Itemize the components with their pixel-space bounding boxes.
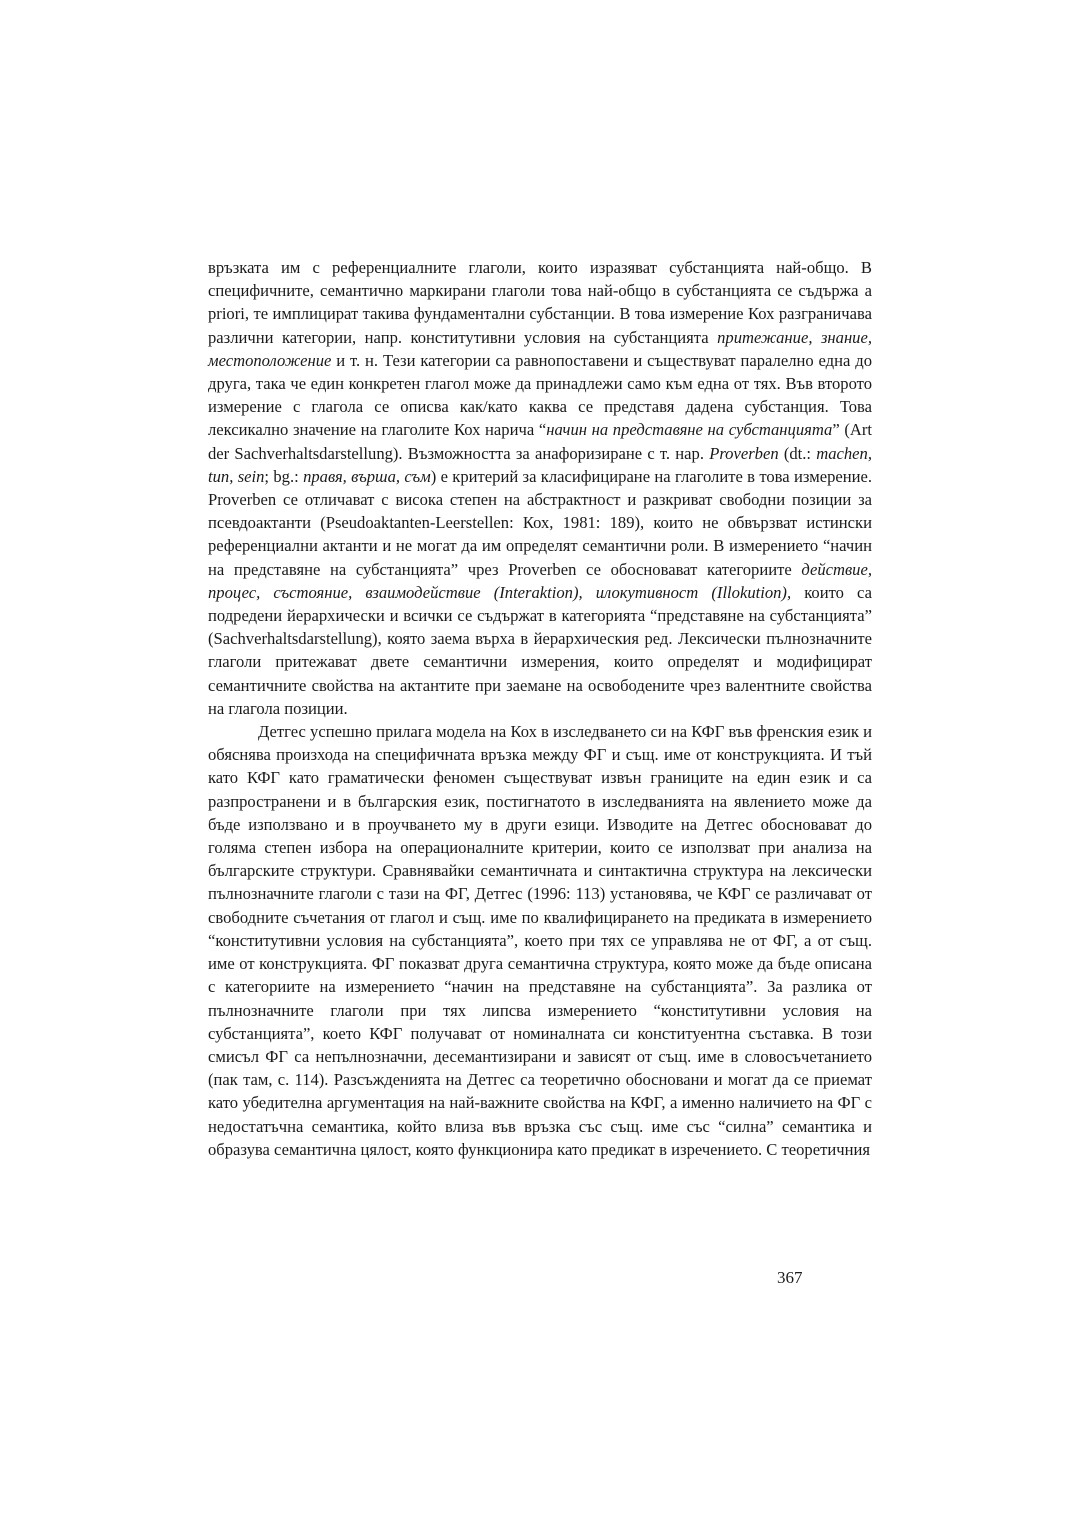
- paragraph: [208, 720, 872, 1161]
- italic-text-segment: machen, tun, sein: [208, 443, 872, 486]
- text-segment: връзката им с референциалните глаголи, които изразяват субстанцията най-общо. В специфичните, семантично маркирани глаголи това най-общо в субстанцията се съдържа a priori, те имплицират такива фундаментални субстанции. В това измерение Кох разграничава различни категории, напр. конститутивни условия на субстанцията: [208, 258, 872, 347]
- text-segment: ” (Art der Sachverhaltsdarstellung). Възможността за анафоризиране с т. нар.: [208, 420, 872, 463]
- body-text: [208, 256, 872, 1161]
- italic-text-segment: притежание, знание, местоположение: [208, 327, 872, 370]
- text-segment: ; bg.:: [264, 466, 304, 486]
- text-segment: и т. н. Тези категории са равнопоставени и съществуват паралелно една до друга, така че един конкретен глагол може да принадлежи само към една от тях. Във второто измерение с глагола се описва как/като каква се представя дадена субстанция. Това лексикално значение на глаголите Кох нарича “: [208, 350, 872, 440]
- italic-text-segment: начин на представяне на субстанцията: [546, 420, 833, 440]
- text-segment: които са подредени йерархически и всички се съдържат в категорията “представяне на субстанцията” (Sachverhaltsdarstellung), която заема върха в йерархическия ред. Лексически пълнозначните глаголи притежават двете семантични измерения, които определят и модифицират семантичните свойства на актантите при заемане на освободените чрез валентните свойства на глагола позиции.: [208, 582, 872, 718]
- italic-text-segment: действие, процес, състояние, взаимодействие (Interaktion), илокутивност (Illokution),: [208, 559, 872, 602]
- text-segment: Детгес успешно прилага модела на Кох в изследването си на КФГ във френския език и обяснява произхода на специфичната връзка между ФГ и същ. име от конструкцията. И тъй като КФГ като граматически феномен съществуват извън границите на един език и са разпространени и в българския език, постигнатото в изследванията на явлението може да бъде използвано и в проучването му в други езици. Изводите на Детгес обосновават до голяма степен избора на операционалните критерии, които се използват при анализа на българските структури. Сравнявайки семантичната и синтактична структура на лексически пълнозначните глаголи с тази на ФГ, Детгес (1996: 113) установява, че КФГ се различават от свободните съчетания от глагол и същ. име по квалифицирането на предиката в измерението “конститутивни условия на субстанцията”, което при тях се управлява не от ФГ, а от същ. име от конструкцията. ФГ показват друга семантична структура, която може да бъде описана с категориите на измерението “начин на представяне на субстанцията”. За разлика от пълнозначните глаголи при тях липсва измерението “конститутивни условия на субстанцията”, което КФГ получават от номиналната си конституентна съставка. В този смисъл ФГ са непълнозначни, десемантизирани и зависят от същ. име в словосъчетанието (пак там, с. 114). Разсъжденията на Детгес са теоретично обосновани и могат да се приемат като убедителна аргументация на най-важните свойства на КФГ, а именно наличието на ФГ с недостатъчна семантика, който влиза във връзка със същ. име със “силна” семантика и образува семантична цялост, която функционира като предикат в изречението. С теоретичния: [208, 722, 872, 1159]
- italic-text-segment: правя, върша, съм: [303, 466, 431, 486]
- page-number: 367: [777, 1268, 803, 1287]
- paragraph: [208, 256, 872, 720]
- italic-text-segment: Proverben: [709, 443, 779, 463]
- text-segment: ) е критерий за класифициране на глаголите в това измерение. Proverben се отличават с висока степен на абстрактност и разкриват свободни позиции за псевдоактанти (Pseudoaktanten-Leerstellen: Кох, 1981: 189), които не обвързват истински референциални актанти и не могат да им определят семантични роли. В измерението “начин на представяне на субстанцията” чрез Proverben се обосновават категориите: [208, 466, 872, 579]
- text-segment: (dt.:: [778, 443, 817, 463]
